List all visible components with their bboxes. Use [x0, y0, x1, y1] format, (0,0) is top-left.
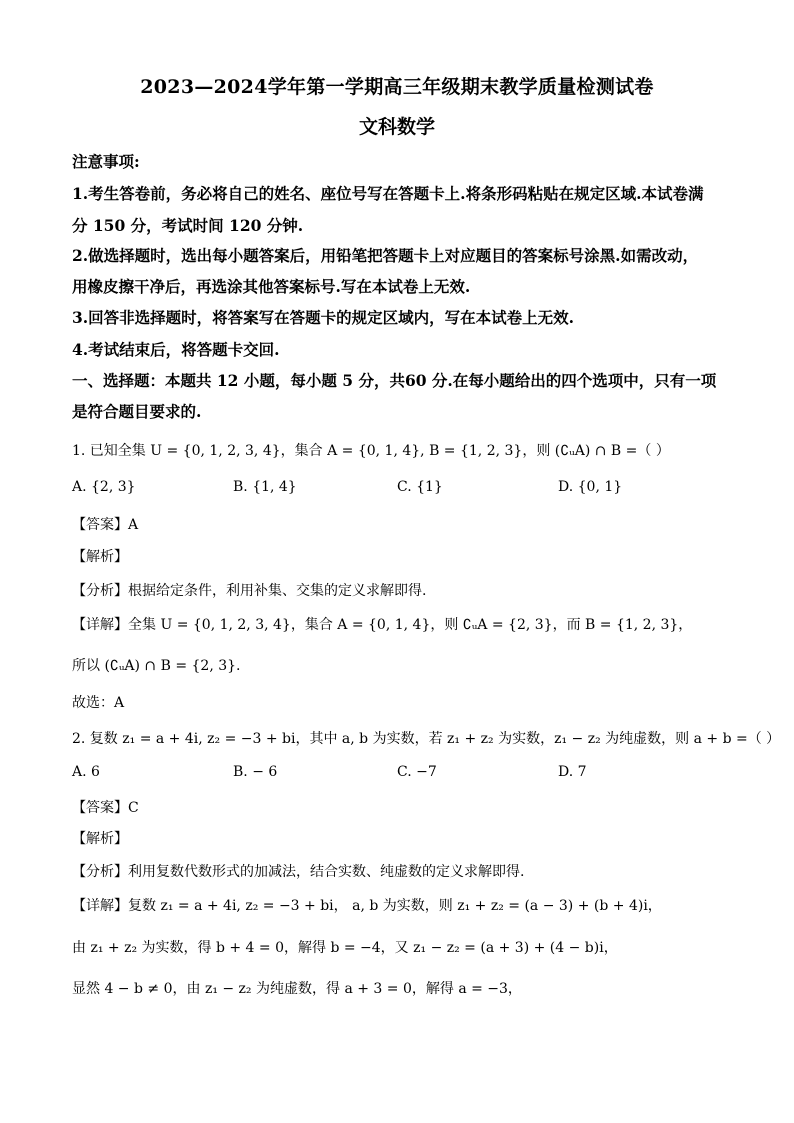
q1-detail-1: 【详解】全集 U = {0, 1, 2, 3, 4}，集合 A = {0, 1, 4}，则 ∁ᵤA = {2, 3}，而 B = {1, 2, 3}， [72, 617, 693, 633]
q2-detail-3: 显然 4 − b ≠ 0，由 z₁ − z₂ 为纯虚数，得 a + 3 = 0，解得 a = −3， [72, 981, 522, 997]
notice-line-2b: 用橡皮擦干净后，再选涂其他答案标号.写在本试卷上无效. [72, 277, 471, 296]
q1-option-b: B. {1, 4} [233, 479, 297, 495]
q2-analysis: 【分析】利用复数代数形式的加减法，结合实数、纯虚数的定义求解即得. [72, 864, 525, 880]
q1-choose: 故选：A [72, 695, 125, 711]
q1-answer: 【答案】A [72, 517, 139, 533]
q2-option-d: D. 7 [558, 764, 587, 780]
notice-heading: 注意事项: [72, 152, 140, 171]
q2-option-b: B. − 6 [233, 764, 278, 780]
notice-line-4: 4.考试结束后，将答题卡交回. [72, 340, 280, 359]
notice-line-3: 3.回答非选择题时，将答案写在答题卡的规定区域内，写在本试卷上无效. [72, 308, 575, 327]
q1-analysis: 【分析】根据给定条件，利用补集、交集的定义求解即得. [72, 583, 427, 599]
q2-option-c: C. −7 [397, 764, 437, 780]
notice-line-2a: 2.做选择题时，选出每小题答案后，用铅笔把答题卡上对应题目的答案标号涂黑.如需改动， [72, 246, 699, 265]
notice-line-1a: 1.考生答卷前，务必将自己的姓名、座位号写在答题卡上.将条形码粘贴在规定区域.本试卷满 [72, 184, 704, 203]
q1-option-a: A. {2, 3} [72, 479, 136, 495]
q1-stem: 1. 已知全集 U = {0, 1, 2, 3, 4}，集合 A = {0, 1, 4}, B = {1, 2, 3}，则 (∁ᵤA) ∩ B =（ ） [72, 443, 670, 459]
section-heading-2: 是符合题目要求的. [72, 402, 202, 421]
q2-stem: 2. 复数 z₁ = a + 4i, z₂ = −3 + bi，其中 a, b 为实数，若 z₁ + z₂ 为实数，z₁ − z₂ 为纯虚数，则 a + b =（ ） [72, 731, 781, 747]
q1-option-c: C. {1} [397, 479, 443, 495]
q1-option-d: D. {0, 1} [558, 479, 623, 495]
exam-subtitle: 文科数学 [358, 116, 435, 138]
q2-analysis-label: 【解析】 [72, 831, 128, 847]
section-heading-1: 一、选择题：本题共 12 小题，每小题 5 分，共60 分.在每小题给出的四个选项中，只有一项 [72, 371, 717, 390]
q2-answer: 【答案】C [72, 800, 139, 816]
notice-line-1b: 分 150 分，考试时间 120 分钟. [72, 216, 304, 235]
exam-title: 2023—2024学年第一学期高三年级期末教学质量检测试卷 [140, 76, 654, 98]
q1-detail-2: 所以 (∁ᵤA) ∩ B = {2, 3}. [72, 658, 241, 674]
q2-detail-2: 由 z₁ + z₂ 为实数，得 b + 4 = 0，解得 b = −4，又 z₁ − z₂ = (a + 3) + (4 − b)i， [72, 940, 618, 956]
q2-detail-1: 【详解】复数 z₁ = a + 4i, z₂ = −3 + bi， a, b 为实数，则 z₁ + z₂ = (a − 3) + (b + 4)i， [72, 898, 662, 914]
q2-option-a: A. 6 [72, 764, 100, 780]
q1-analysis-label: 【解析】 [72, 549, 128, 565]
